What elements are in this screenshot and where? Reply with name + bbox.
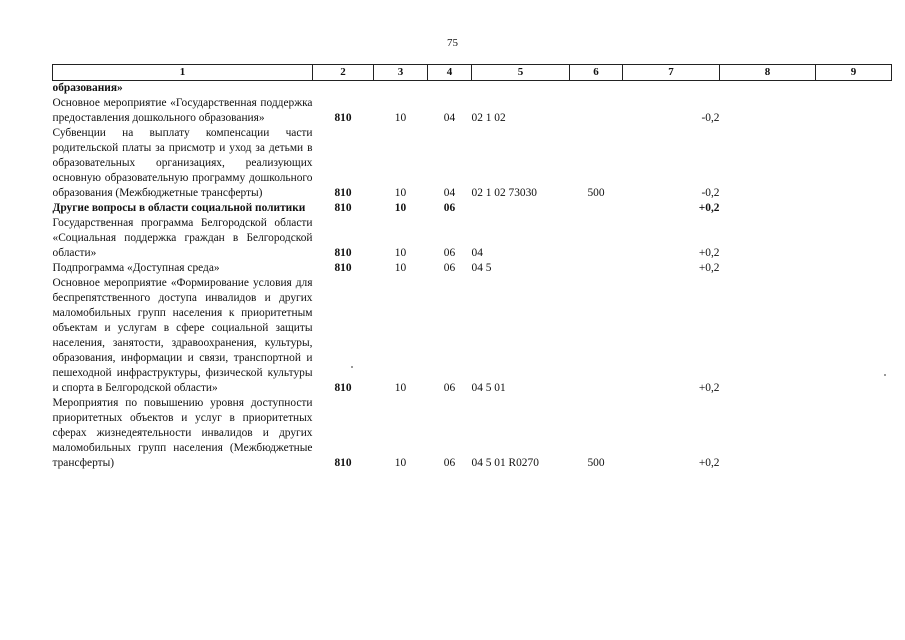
table-row	[53, 96, 892, 126]
row-expense-type: 500	[587, 457, 605, 469]
row-col9	[816, 81, 892, 97]
row-expense-type	[570, 81, 623, 97]
column-header: 6	[570, 65, 623, 81]
row-col9	[816, 261, 892, 276]
table-row	[53, 81, 892, 97]
row-amount: +0,2	[698, 262, 720, 274]
row-section: 10	[394, 262, 407, 274]
column-header: 8	[720, 65, 816, 81]
row-target-article: 04 5	[471, 262, 492, 274]
table-row	[53, 261, 892, 276]
row-subsection: 04	[443, 187, 456, 199]
row-subsection: 06	[443, 457, 456, 469]
row-section: 10	[394, 382, 407, 394]
row-description: Мероприятия по повышению уровня доступности приоритетных объектов и услуг в приоритетных сферах жизнедеятельности инвалидов и других маломобильных групп населения (Межбюджетные трансферты)	[52, 397, 313, 469]
row-subsection: 06	[443, 382, 456, 394]
row-amount	[623, 81, 720, 97]
row-ministry-code: 810	[334, 247, 352, 259]
row-ministry-code: 810	[334, 382, 352, 394]
row-subsection	[428, 81, 472, 97]
row-col8	[720, 276, 816, 396]
row-description: Субвенции на выплату компенсации части родительской платы за присмотр и уход за детьми в образовательных организациях, реализующих основную образовательную программу дошкольного образования (Межбюджетные трансферты)	[52, 127, 313, 199]
column-header: 9	[816, 65, 892, 81]
row-subsection: 06	[443, 247, 456, 259]
row-description: Подпрограмма «Доступная среда»	[52, 262, 220, 274]
row-section: 10	[394, 457, 407, 469]
row-target-article: 04 5 01 R0270	[471, 457, 539, 469]
row-description: Основное мероприятие «Государственная поддержка предоставления дошкольного образования»	[52, 97, 313, 124]
row-section: 10	[394, 187, 407, 199]
row-section	[374, 81, 428, 97]
row-col8	[720, 396, 816, 471]
row-expense-type	[570, 96, 623, 126]
page-number: 75	[447, 37, 458, 49]
row-amount: +0,2	[698, 247, 720, 259]
row-target-article	[472, 81, 570, 97]
column-header: 5	[472, 65, 570, 81]
row-col9	[816, 96, 892, 126]
row-expense-type	[570, 201, 623, 216]
row-subsection: 04	[443, 112, 456, 124]
row-target-article: 02 1 02	[471, 112, 506, 124]
column-header: 4	[428, 65, 472, 81]
scan-speck	[351, 366, 353, 368]
row-amount: +0,2	[698, 202, 720, 214]
row-col9	[816, 126, 892, 201]
row-expense-type: 500	[587, 187, 605, 199]
row-expense-type	[570, 276, 623, 396]
row-target-article: 04 5 01	[471, 382, 506, 394]
row-amount: +0,2	[698, 382, 720, 394]
row-target-article	[472, 201, 570, 216]
row-col8	[720, 216, 816, 261]
row-col8	[720, 261, 816, 276]
row-section: 10	[394, 202, 407, 214]
row-col8	[720, 81, 816, 97]
row-expense-type	[570, 261, 623, 276]
row-ministry-code	[313, 81, 374, 97]
row-target-article: 02 1 02 73030	[471, 187, 537, 199]
row-col8	[720, 126, 816, 201]
row-subsection: 06	[443, 202, 456, 214]
column-header: 2	[313, 65, 374, 81]
table-row	[53, 276, 892, 396]
column-header: 3	[374, 65, 428, 81]
row-amount: -0,2	[701, 187, 720, 199]
row-ministry-code: 810	[334, 187, 352, 199]
row-amount: -0,2	[701, 112, 720, 124]
row-section: 10	[394, 112, 407, 124]
row-ministry-code: 810	[334, 112, 352, 124]
table-row	[53, 201, 892, 216]
row-description: Основное мероприятие «Формирование условия для беспрепятственного доступа инвалидов и других маломобильных групп населения к приоритетным объектам и услугам в сфере социальной защиты населения, занятости, здравоохранения, культуры, образования, информации и связи, транспортной и пешеходной инфраструктуры, физической культуры и спорта в Белгородской области»	[52, 277, 313, 394]
row-ministry-code: 810	[334, 202, 352, 214]
row-col9	[816, 396, 892, 471]
row-target-article: 04	[471, 247, 483, 259]
column-header: 7	[623, 65, 720, 81]
row-description: Другие вопросы в области социальной политики	[52, 202, 306, 214]
row-section: 10	[394, 247, 407, 259]
row-ministry-code: 810	[334, 262, 352, 274]
table-row	[53, 216, 892, 261]
table-row	[53, 126, 892, 201]
row-col9	[816, 201, 892, 216]
row-ministry-code: 810	[334, 457, 352, 469]
budget-table	[52, 64, 892, 471]
table-header-row	[53, 65, 892, 81]
row-amount: +0,2	[698, 457, 720, 469]
row-expense-type	[570, 216, 623, 261]
scan-speck	[884, 374, 886, 376]
table-row	[53, 396, 892, 471]
row-col9	[816, 216, 892, 261]
row-col8	[720, 201, 816, 216]
row-col8	[720, 96, 816, 126]
row-description: образования»	[52, 82, 123, 94]
row-description: Государственная программа Белгородской области «Социальная поддержка граждан в Белгородской области»	[52, 217, 313, 259]
row-subsection: 06	[443, 262, 456, 274]
row-col9	[816, 276, 892, 396]
column-header: 1	[53, 65, 313, 81]
